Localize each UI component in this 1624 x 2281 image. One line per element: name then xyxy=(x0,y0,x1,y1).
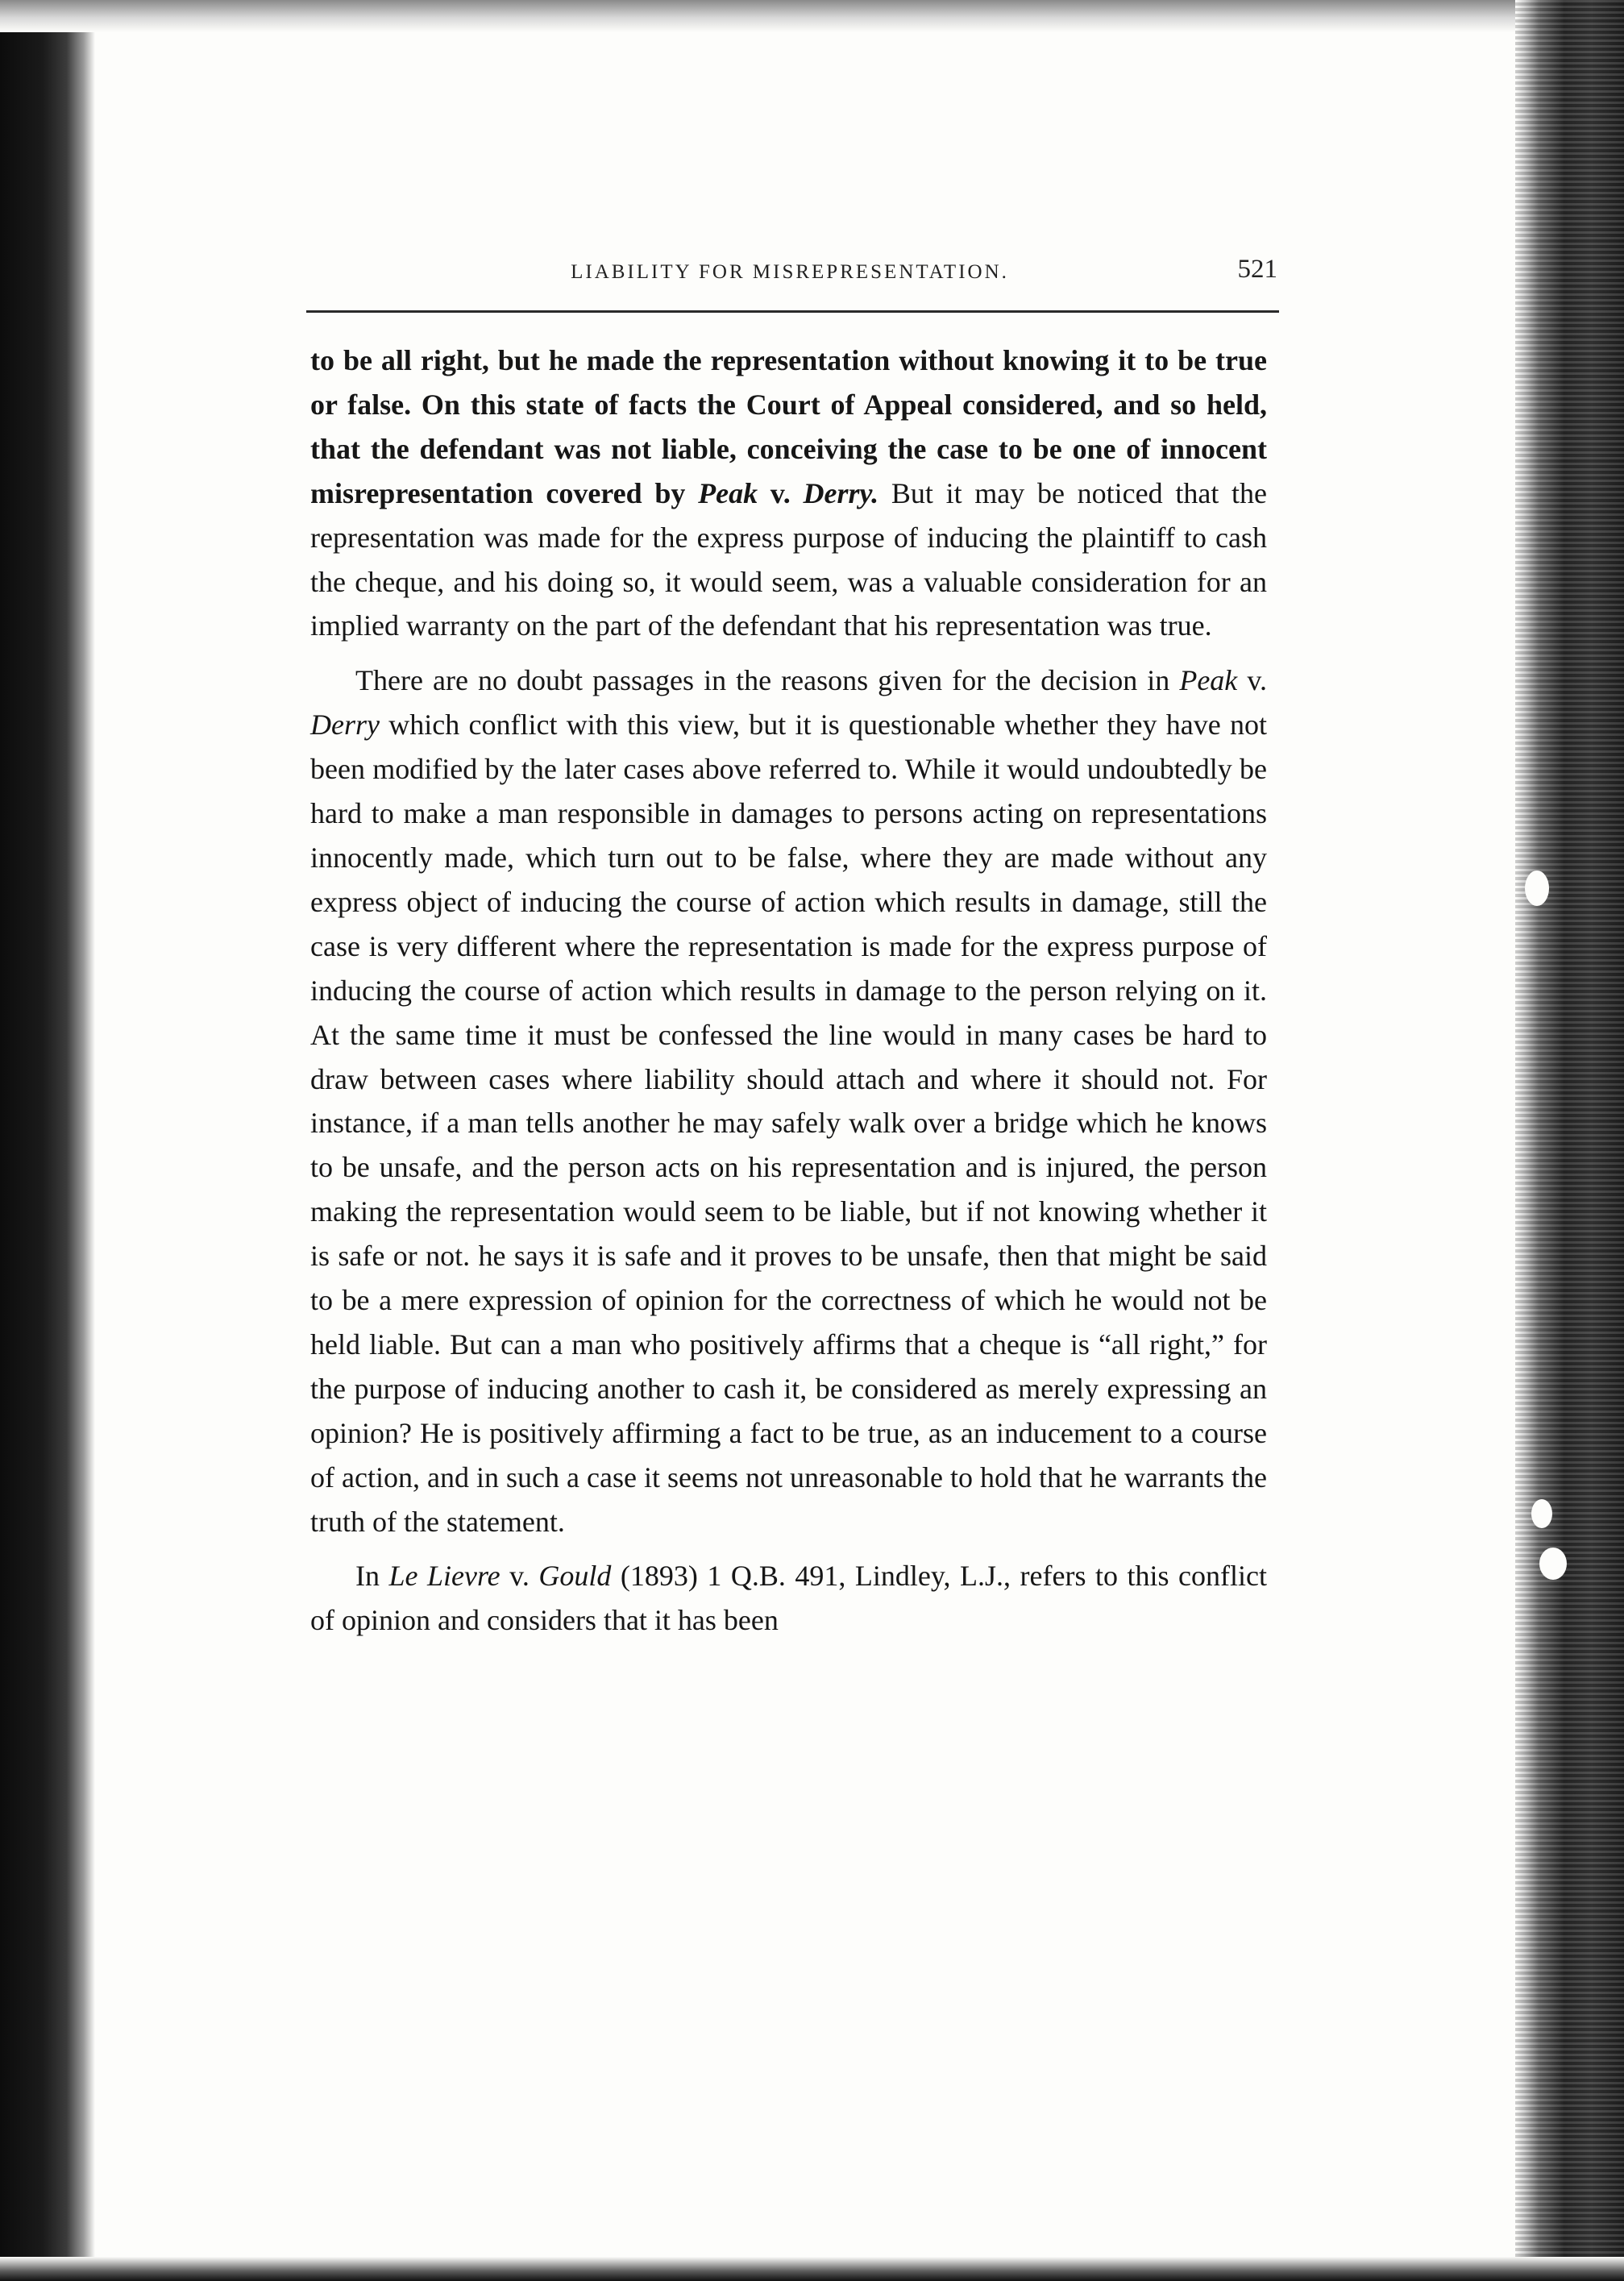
paragraph xyxy=(310,339,1267,648)
case-name: Peak xyxy=(698,476,758,509)
text-run: which conflict with this view, but it is questionable whether they have not been modified by the later cases above referred to. While it would undoubtedly be hard to make a man responsible in damages to persons acting on representations innocently made, which turn out to be false, where they are made without any express object of inducing the course of action which results in damage, still the case is very different where the representation is made for the express purpose of inducing the course of action which results in damage to the person relying on it. At the same time it must be confessed the line would in many cases be hard to draw between cases where liability should attach and where it should not. For instance, if a man tells another he may safely walk over a bridge which he knows to be unsafe, and the person acts on his representation and is injured, the person making the representation would seem to be liable, but if not knowing whether it is safe or not. he says it is safe and it proves to be unsafe, then that might be said to be a mere expression of opinion for the correctness of which he would not be held liable. But can a man who positively affirms that a cheque is “all right,” for the purpose of inducing another to cash it, be considered as merely expressing an opinion? He is positively affirming a fact to be true, as an inducement to a course of action, and in such a case it seems not unreasonable to hold that he warrants the truth of the statement. xyxy=(310,708,1267,1538)
case-name: Peak xyxy=(1179,664,1238,697)
page-edge-right xyxy=(1515,0,1624,2281)
header-rule xyxy=(306,310,1279,313)
running-head: LIABILITY FOR MISREPRESENTATION. xyxy=(571,261,1009,283)
text-run: There are no doubt passages in the reasons given for the decision in xyxy=(355,664,1180,697)
case-name: Derry xyxy=(310,708,380,742)
body-text xyxy=(310,339,1267,1653)
case-name: Derry. xyxy=(803,476,879,509)
page-number: 521 xyxy=(1237,255,1277,284)
text-run: But it may be noticed that the representation was made for the express purpose of inducing the plaintiff to cash the cheque, and his doing so, it would seem, was a valuable consideration for an implied warranty on the part of the defendant that his representation was true. xyxy=(310,476,1268,642)
text-run: v. xyxy=(500,1560,539,1593)
paragraph xyxy=(310,1554,1267,1643)
case-name: Le Lievre xyxy=(388,1560,500,1593)
page-edge-left xyxy=(0,0,95,2281)
text-run: (1893) 1 Q.B. 491, Lindley, L.J., refers to this conflict of opinion and considers that it has been xyxy=(310,1560,1267,1637)
text-run: In xyxy=(355,1560,389,1593)
page-edge-top xyxy=(0,0,1624,32)
case-name: Gould xyxy=(538,1560,612,1593)
text-run: v. xyxy=(758,476,804,509)
paragraph xyxy=(310,659,1267,1544)
text-run: v. xyxy=(1237,664,1267,697)
page-edge-bottom xyxy=(0,2257,1624,2281)
text-run: to be all right, but he made the representation without knowing it to be true or false. On this state of facts the Court of Appeal considered, and so held, that the defendant was not liable, conceiving the case to be one of innocent misrepresentation covered by xyxy=(310,344,1267,509)
